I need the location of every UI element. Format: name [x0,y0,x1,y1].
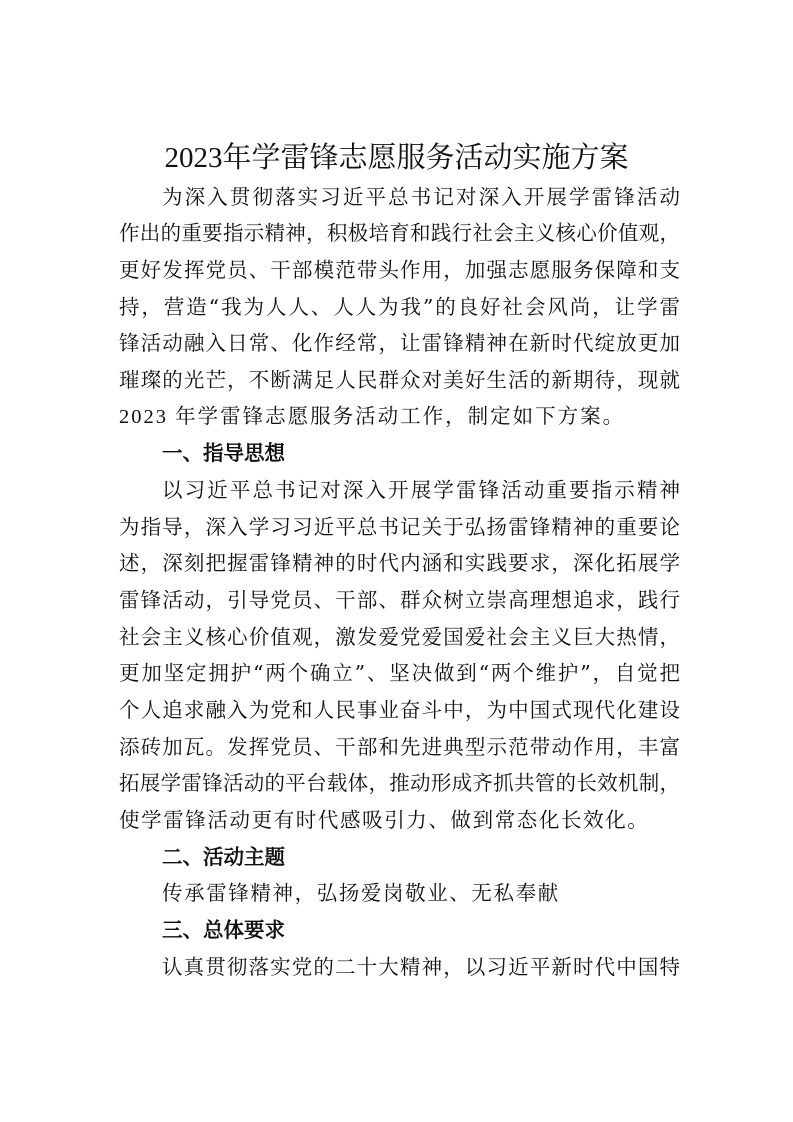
intro-line: 更好发挥党员、干部模范带头作用，加强志愿服务保障和支 [119,258,680,282]
section1-line: 个人追求融入为党和人民事业奋斗中，为中国式现代化建设 [119,698,680,722]
section-heading-overall-requirements: 三、总体要求 [162,918,285,942]
section1-line: 社会主义核心价值观，激发爱党爱国爱社会主义巨大热情， [119,625,680,649]
intro-line: 作出的重要指示精神，积极培育和践行社会主义核心价值观， [119,221,680,245]
intro-line: 2023 年学雷锋志愿服务活动工作，制定如下方案。 [119,406,626,428]
section1-line: 述，深刻把握雷锋精神的时代内涵和实践要求，深化拓展学 [119,551,680,575]
section-heading-guiding-ideology: 一、指导思想 [162,441,285,465]
intro-line: 持，营造“我为人人、人人为我”的良好社会风尚，让学雷 [119,295,680,319]
section1-line: 添砖加瓦。发挥党员、干部和先进典型示范带动作用，丰富 [119,735,680,759]
intro-line: 锋活动融入日常、化作经常，让雷锋精神在新时代绽放更加 [119,331,680,355]
intro-line: 为深入贯彻落实习近平总书记对深入开展学雷锋活动 [162,185,680,209]
section3-line: 认真贯彻落实党的二十大精神，以习近平新时代中国特 [162,955,680,979]
section1-line: 雷锋活动，引导党员、干部、群众树立崇高理想追求，践行 [119,588,680,612]
section1-line: 为指导，深入学习习近平总书记关于弘扬雷锋精神的重要论 [119,515,680,539]
section1-line: 更加坚定拥护“两个确立”、坚决做到“两个维护”，自觉把 [119,661,680,685]
section2-line: 传承雷锋精神，弘扬爱岗敬业、无私奉献 [162,881,560,905]
section1-line: 使学雷锋活动更有时代感吸引力、做到常态化长效化。 [119,808,650,832]
document-title: 2023年学雷锋志愿服务活动实施方案 [164,142,629,174]
intro-line: 璀璨的光芒，不断满足人民群众对美好生活的新期待，现就 [119,368,680,392]
section1-line: 拓展学雷锋活动的平台载体，推动形成齐抓共管的长效机制， [119,771,680,795]
section1-line: 以习近平总书记对深入开展学雷锋活动重要指示精神 [162,478,680,502]
section-heading-activity-theme: 二、活动主题 [162,845,285,869]
